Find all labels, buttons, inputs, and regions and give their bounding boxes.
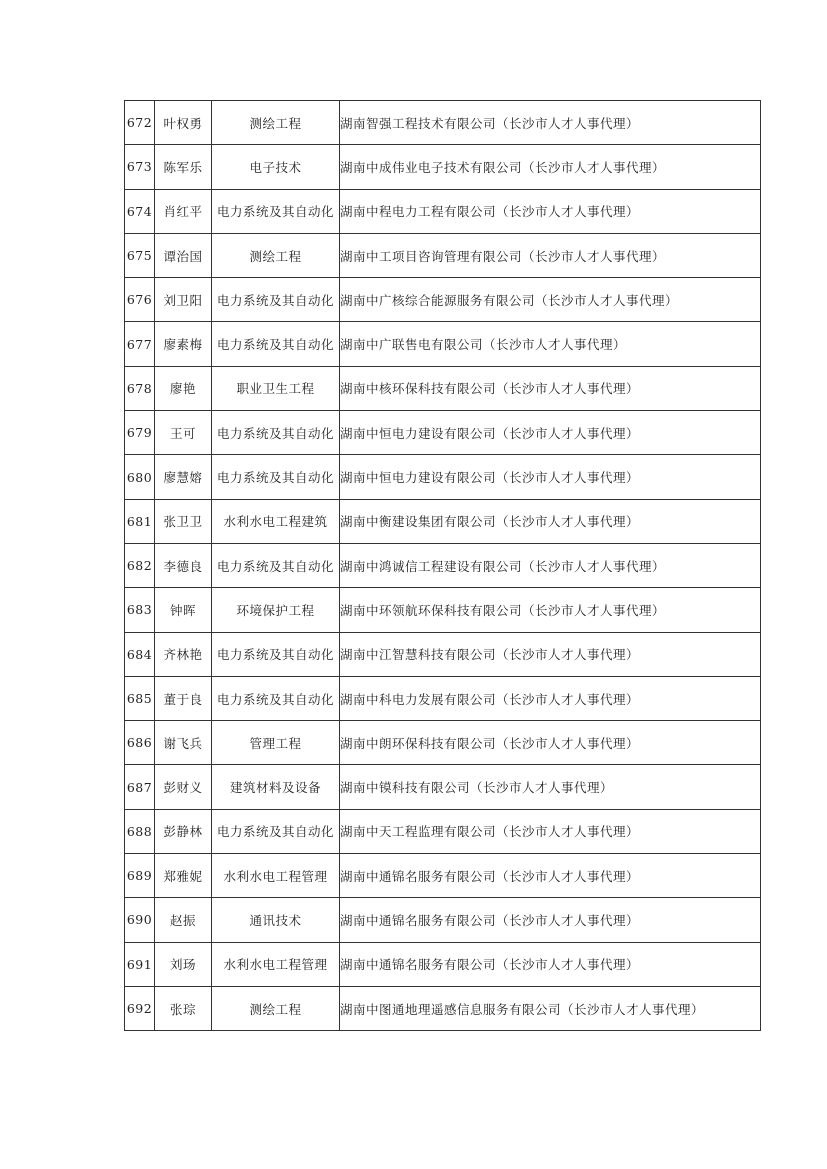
row-number: 673: [125, 145, 155, 189]
row-number: 676: [125, 278, 155, 322]
major-field: 电力系统及其自动化: [212, 278, 340, 322]
major-field: 测绘工程: [212, 101, 340, 145]
table-row: [125, 233, 761, 277]
major-field: 电力系统及其自动化: [212, 809, 340, 853]
person-name: 廖素梅: [155, 322, 212, 366]
roster-table: [124, 100, 761, 1031]
major-field: 通讯技术: [212, 898, 340, 942]
row-number: 683: [125, 588, 155, 632]
table-row: [125, 366, 761, 410]
person-name: 郑雅妮: [155, 854, 212, 898]
person-name: 彭静林: [155, 809, 212, 853]
row-number: 677: [125, 322, 155, 366]
person-name: 李德良: [155, 543, 212, 587]
person-name: 彭财义: [155, 765, 212, 809]
table-row: [125, 411, 761, 455]
company-name: 湖南中朗环保科技有限公司（长沙市人才人事代理）: [340, 721, 761, 765]
company-name: 湖南中通锦名服务有限公司（长沙市人才人事代理）: [340, 898, 761, 942]
person-name: 陈军乐: [155, 145, 212, 189]
table-row: [125, 101, 761, 145]
company-name: 湖南中图通地理遥感信息服务有限公司（长沙市人才人事代理）: [340, 986, 761, 1030]
table-row: [125, 499, 761, 543]
company-name: 湖南中科电力发展有限公司（长沙市人才人事代理）: [340, 676, 761, 720]
table-row: [125, 854, 761, 898]
table-row: [125, 145, 761, 189]
table-row: [125, 809, 761, 853]
person-name: 赵振: [155, 898, 212, 942]
person-name: 王可: [155, 411, 212, 455]
row-number: 672: [125, 101, 155, 145]
table-row: [125, 942, 761, 986]
row-number: 692: [125, 986, 155, 1030]
major-field: 水利水电工程管理: [212, 942, 340, 986]
major-field: 电子技术: [212, 145, 340, 189]
major-field: 电力系统及其自动化: [212, 189, 340, 233]
company-name: 湖南中江智慧科技有限公司（长沙市人才人事代理）: [340, 632, 761, 676]
company-name: 湖南中核环保科技有限公司（长沙市人才人事代理）: [340, 366, 761, 410]
person-name: 钟晖: [155, 588, 212, 632]
person-name: 张卫卫: [155, 499, 212, 543]
company-name: 湖南中天工程监理有限公司（长沙市人才人事代理）: [340, 809, 761, 853]
major-field: 电力系统及其自动化: [212, 411, 340, 455]
company-name: 湖南中衡建设集团有限公司（长沙市人才人事代理）: [340, 499, 761, 543]
table-row: [125, 765, 761, 809]
company-name: 湖南中工项目咨询管理有限公司（长沙市人才人事代理）: [340, 233, 761, 277]
company-name: 湖南中恒电力建设有限公司（长沙市人才人事代理）: [340, 411, 761, 455]
row-number: 691: [125, 942, 155, 986]
person-name: 廖慧嫆: [155, 455, 212, 499]
company-name: 湖南中鸿诚信工程建设有限公司（长沙市人才人事代理）: [340, 543, 761, 587]
major-field: 电力系统及其自动化: [212, 543, 340, 587]
table-row: [125, 322, 761, 366]
table-row: [125, 898, 761, 942]
table-row: [125, 455, 761, 499]
row-number: 681: [125, 499, 155, 543]
row-number: 688: [125, 809, 155, 853]
person-name: 刘卫阳: [155, 278, 212, 322]
company-name: 湖南中环领航环保科技有限公司（长沙市人才人事代理）: [340, 588, 761, 632]
company-name: 湖南智强工程技术有限公司（长沙市人才人事代理）: [340, 101, 761, 145]
person-name: 廖艳: [155, 366, 212, 410]
person-name: 谢飞兵: [155, 721, 212, 765]
row-number: 680: [125, 455, 155, 499]
major-field: 电力系统及其自动化: [212, 322, 340, 366]
person-name: 谭治国: [155, 233, 212, 277]
major-field: 电力系统及其自动化: [212, 676, 340, 720]
table-row: [125, 632, 761, 676]
person-name: 肖红平: [155, 189, 212, 233]
major-field: 水利水电工程管理: [212, 854, 340, 898]
row-number: 674: [125, 189, 155, 233]
company-name: 湖南中通锦名服务有限公司（长沙市人才人事代理）: [340, 854, 761, 898]
company-name: 湖南中恒电力建设有限公司（长沙市人才人事代理）: [340, 455, 761, 499]
roster-body: [125, 101, 761, 1031]
company-name: 湖南中程电力工程有限公司（长沙市人才人事代理）: [340, 189, 761, 233]
table-row: [125, 986, 761, 1030]
row-number: 684: [125, 632, 155, 676]
person-name: 董于良: [155, 676, 212, 720]
table-row: [125, 278, 761, 322]
row-number: 689: [125, 854, 155, 898]
table-row: [125, 676, 761, 720]
company-name: 湖南中广联售电有限公司（长沙市人才人事代理）: [340, 322, 761, 366]
company-name: 湖南中镆科技有限公司（长沙市人才人事代理）: [340, 765, 761, 809]
major-field: 水利水电工程建筑: [212, 499, 340, 543]
row-number: 675: [125, 233, 155, 277]
major-field: 环境保护工程: [212, 588, 340, 632]
company-name: 湖南中通锦名服务有限公司（长沙市人才人事代理）: [340, 942, 761, 986]
person-name: 刘玚: [155, 942, 212, 986]
major-field: 电力系统及其自动化: [212, 632, 340, 676]
major-field: 测绘工程: [212, 986, 340, 1030]
major-field: 职业卫生工程: [212, 366, 340, 410]
row-number: 687: [125, 765, 155, 809]
row-number: 678: [125, 366, 155, 410]
company-name: 湖南中广核综合能源服务有限公司（长沙市人才人事代理）: [340, 278, 761, 322]
table-row: [125, 543, 761, 587]
row-number: 686: [125, 721, 155, 765]
row-number: 679: [125, 411, 155, 455]
major-field: 测绘工程: [212, 233, 340, 277]
person-name: 叶权勇: [155, 101, 212, 145]
major-field: 电力系统及其自动化: [212, 455, 340, 499]
major-field: 管理工程: [212, 721, 340, 765]
person-name: 张琮: [155, 986, 212, 1030]
major-field: 建筑材料及设备: [212, 765, 340, 809]
table-row: [125, 721, 761, 765]
table-row: [125, 189, 761, 233]
row-number: 685: [125, 676, 155, 720]
table-row: [125, 588, 761, 632]
company-name: 湖南中成伟业电子技术有限公司（长沙市人才人事代理）: [340, 145, 761, 189]
row-number: 682: [125, 543, 155, 587]
row-number: 690: [125, 898, 155, 942]
person-name: 齐林艳: [155, 632, 212, 676]
